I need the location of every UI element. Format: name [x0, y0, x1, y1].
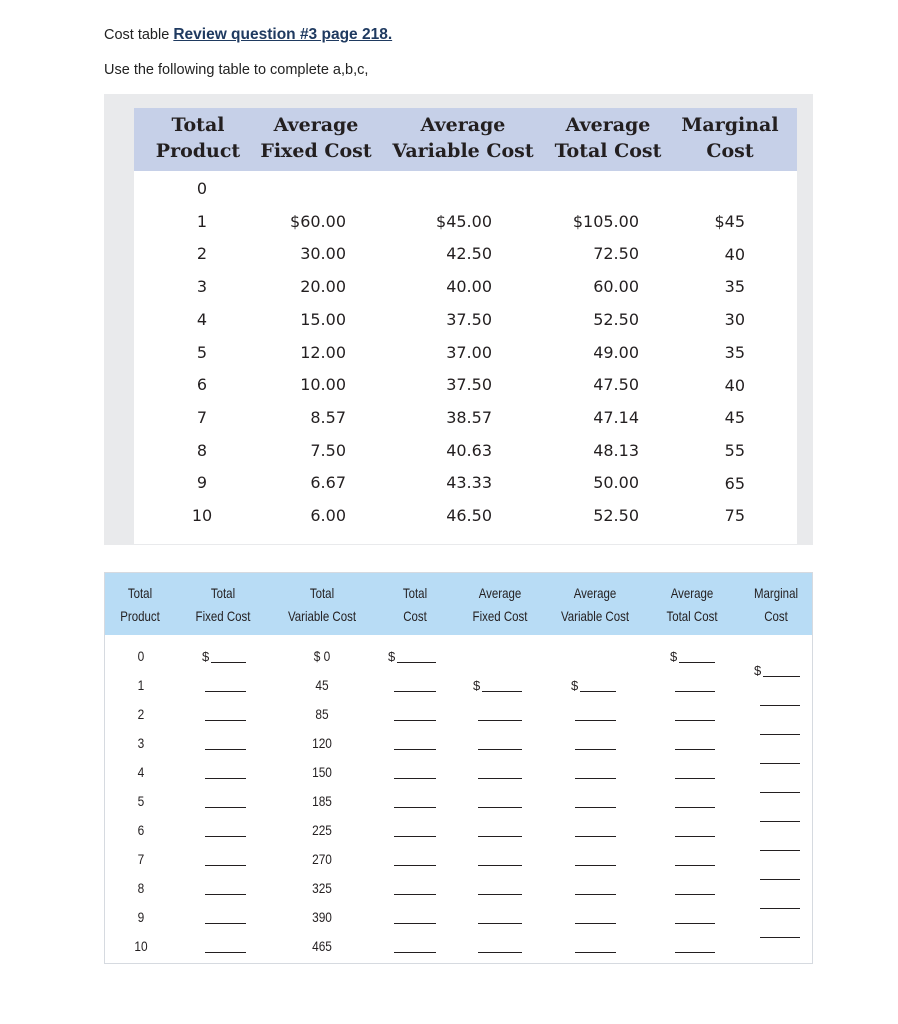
table2-header-total-fixed-cost: [196, 582, 251, 628]
table1-header-avg-fixed-cost: [246, 112, 386, 164]
table1-header-line: Total Cost: [554, 140, 662, 162]
table2-total-variable-cost: 120: [312, 735, 332, 751]
answer-blank-atc: [679, 662, 715, 663]
table1-atc: 52.50: [593, 506, 639, 525]
table2-header-total-variable-cost: [288, 582, 356, 628]
table1-atc: 49.00: [593, 342, 639, 362]
table1-header-avg-total-cost: [538, 112, 678, 164]
table2-header-line: Total: [309, 585, 335, 601]
table1-header-avg-variable-cost: [378, 112, 548, 164]
table2-total-variable-cost: 270: [312, 851, 332, 867]
table1-header-line: Product: [155, 140, 241, 162]
table1-mc: $45: [714, 212, 745, 232]
intro-prefix: Cost table: [104, 27, 174, 43]
table2-dollar-sign: $: [571, 678, 579, 693]
table1-total-product: 6: [196, 375, 208, 395]
table2-header-line: Average: [573, 585, 617, 601]
table1-mc: 35: [724, 277, 745, 297]
answer-blank-mc: [763, 676, 800, 677]
table2-header-line: Cost: [764, 608, 788, 624]
table1-header-line: Fixed Cost: [260, 140, 372, 162]
table1-mc: 75: [724, 506, 745, 526]
table1-total-product: 0: [196, 179, 208, 198]
table1-header-line: Average: [565, 114, 651, 136]
answer-blank-mc: [760, 850, 800, 851]
answer-blank-avc: [580, 691, 616, 692]
answer-blank-tc: [394, 865, 436, 866]
table2-dollar-sign: $: [202, 649, 210, 664]
table1-mc: 40: [724, 375, 745, 395]
table1-atc: 72.50: [593, 244, 639, 264]
table1-afc: 6.00: [310, 506, 346, 525]
table2-body: [105, 635, 812, 963]
table2-dollar-sign: $: [473, 678, 481, 693]
answer-blank-afc: [482, 691, 522, 692]
answer-blank-tfc: [205, 691, 246, 692]
table1-mc: 30: [724, 310, 745, 330]
table1-avc: 37.50: [446, 309, 492, 329]
table1-atc: 47.14: [593, 407, 639, 427]
table2-header-total-cost: [403, 582, 427, 628]
table1-afc: 15.00: [300, 309, 346, 329]
answer-blank-tfc: [205, 865, 246, 866]
answer-blank-tfc: [205, 923, 246, 924]
table1-afc: 20.00: [300, 277, 346, 297]
answer-blank-tc: [394, 952, 436, 953]
answer-blank-tfc: [211, 662, 246, 663]
table2-dollar-sign: $: [754, 663, 762, 678]
table1-avc: 37.50: [446, 375, 492, 395]
answer-blank-afc: [478, 778, 522, 779]
table1-header-line: Cost: [706, 140, 754, 162]
table2-header-line: Cost: [403, 608, 427, 624]
answer-blank-tc: [394, 836, 436, 837]
table1-atc: 48.13: [593, 440, 639, 460]
table2-total-variable-cost: 85: [315, 706, 329, 722]
table1-afc: $60.00: [290, 211, 346, 231]
answer-blank-atc: [675, 894, 715, 895]
answer-blank-atc: [675, 720, 715, 721]
table1-afc: 6.67: [310, 473, 346, 493]
table2-header-marginal-cost: [754, 582, 798, 628]
answer-blank-afc: [478, 894, 522, 895]
table1-afc: 7.50: [310, 440, 346, 460]
table2-header-line: Variable Cost: [287, 608, 357, 624]
table2-total-product: 2: [137, 706, 145, 722]
answer-blank-atc: [675, 865, 715, 866]
table2-header-line: Total: [210, 585, 236, 601]
answer-blank-atc: [675, 952, 715, 953]
table1-total-product: 7: [196, 407, 208, 427]
table2-total-product: 7: [137, 851, 145, 867]
answer-blank-afc: [478, 865, 522, 866]
table2-header-line: Average: [478, 585, 522, 601]
table2-total-product: 5: [137, 793, 145, 809]
table1-header-line: Average: [420, 114, 506, 136]
table1-mc: 40: [724, 244, 745, 264]
answer-blank-tc: [394, 691, 436, 692]
answer-blank-tfc: [205, 720, 246, 721]
table1-atc: 52.50: [593, 309, 639, 329]
table1-total-product: 8: [196, 440, 208, 460]
table2-dollar-sign: $: [388, 649, 396, 664]
table1-afc: 10.00: [300, 375, 346, 395]
table1-header-marginal-cost: [675, 112, 785, 164]
table2-header-line: Total: [402, 585, 428, 601]
table1-atc: 47.50: [593, 375, 639, 395]
table1-total-product: 10: [191, 506, 213, 525]
answer-blank-mc: [760, 705, 800, 706]
table1-afc: 8.57: [310, 407, 346, 427]
answer-blank-tc: [394, 923, 436, 924]
table2-total-variable-cost: 390: [312, 909, 332, 925]
table1-atc: 50.00: [593, 473, 639, 493]
table2-total-product: 0: [137, 648, 145, 664]
answer-blank-atc: [675, 836, 715, 837]
table2-header-line: Fixed Cost: [472, 608, 528, 624]
answer-blank-avc: [575, 807, 616, 808]
table2-total-product: 10: [134, 938, 148, 954]
table1-avc: 40.00: [446, 277, 492, 297]
answer-blank-tc: [397, 662, 436, 663]
table2-header-avg-total-cost: [666, 582, 717, 628]
table1-header-line: Total: [171, 114, 225, 136]
table1-mc: 35: [724, 342, 745, 362]
table2-header-line: Fixed Cost: [195, 608, 251, 624]
answer-blank-tfc: [205, 778, 246, 779]
answer-blank-afc: [478, 952, 522, 953]
table2-header-avg-fixed-cost: [473, 582, 528, 628]
answer-blank-avc: [575, 720, 616, 721]
answer-blank-afc: [478, 749, 522, 750]
answer-blank-avc: [575, 749, 616, 750]
answer-blank-tfc: [205, 894, 246, 895]
table1-total-product: 3: [196, 277, 208, 297]
cost-table-reference: [104, 94, 813, 545]
table2-total-product: 8: [137, 880, 145, 896]
table2-dollar-sign: $: [670, 649, 678, 664]
answer-blank-mc: [760, 937, 800, 938]
answer-blank-tfc: [205, 807, 246, 808]
table2-header-line: Average: [670, 585, 714, 601]
answer-blank-afc: [478, 807, 522, 808]
answer-blank-mc: [760, 792, 800, 793]
table1-total-product: 5: [196, 342, 208, 362]
table2-total-variable-cost: 465: [312, 938, 332, 954]
table1-avc: 37.00: [446, 342, 492, 362]
table2-total-product: 3: [137, 735, 145, 751]
answer-blank-mc: [760, 734, 800, 735]
table1-header-line: Variable Cost: [392, 140, 534, 162]
table1-avc: $45.00: [436, 211, 492, 231]
table1-avc: 43.33: [446, 473, 492, 493]
table2-header-line: Variable Cost: [560, 608, 630, 624]
table1-mc: 55: [724, 440, 745, 460]
answer-blank-avc: [575, 952, 616, 953]
answer-blank-tc: [394, 894, 436, 895]
table1-total-product: 9: [196, 473, 208, 493]
answer-blank-atc: [675, 807, 715, 808]
answer-blank-atc: [675, 778, 715, 779]
table1-header-total-product: [138, 112, 258, 164]
table2-header-avg-variable-cost: [561, 582, 629, 628]
table2-total-variable-cost: 150: [312, 764, 332, 780]
answer-blank-mc: [760, 763, 800, 764]
table1-avc: 42.50: [446, 244, 492, 264]
table2-total-product: 1: [137, 677, 145, 693]
table1-mc: 45: [724, 408, 745, 428]
answer-blank-tc: [394, 720, 436, 721]
table2-header-line: Product: [120, 608, 160, 624]
table2-header-line: Total: [127, 585, 153, 601]
answer-blank-afc: [478, 923, 522, 924]
table2-total-variable-cost: 225: [312, 822, 332, 838]
table2-header-line: Total Cost: [666, 608, 718, 624]
intro-line: [104, 26, 392, 44]
answer-blank-tfc: [205, 836, 246, 837]
table2-total-variable-cost: $ 0: [313, 648, 331, 664]
answer-blank-afc: [478, 720, 522, 721]
answer-blank-avc: [575, 778, 616, 779]
table1-atc: 60.00: [593, 277, 639, 297]
answer-blank-tfc: [205, 952, 246, 953]
answer-blank-tfc: [205, 749, 246, 750]
table1-avc: 40.63: [446, 440, 492, 460]
answer-blank-atc: [675, 749, 715, 750]
answer-blank-atc: [675, 691, 715, 692]
answer-blank-atc: [675, 923, 715, 924]
table2-total-product: 9: [137, 909, 145, 925]
answer-blank-tc: [394, 807, 436, 808]
answer-blank-avc: [575, 894, 616, 895]
review-question-reference: Review question #3 page 218.: [173, 26, 393, 43]
table2-total-product: 6: [137, 822, 145, 838]
answer-blank-mc: [760, 879, 800, 880]
cost-table-worksheet: [104, 572, 813, 964]
table1-mc: 65: [724, 473, 745, 493]
table2-header-total-product: [120, 582, 160, 628]
table1-atc: $105.00: [572, 211, 639, 231]
answer-blank-avc: [575, 865, 616, 866]
table1-avc: 38.57: [446, 407, 492, 427]
table1-header-line: Marginal: [681, 114, 779, 136]
answer-blank-tc: [394, 749, 436, 750]
table2-total-variable-cost: 185: [312, 793, 332, 809]
answer-blank-afc: [478, 836, 522, 837]
table2-header-line: Marginal: [753, 585, 799, 601]
intro-instruction: Use the following table to complete a,b,c,: [104, 62, 369, 78]
table1-header-line: Average: [273, 114, 359, 136]
answer-blank-avc: [575, 923, 616, 924]
answer-blank-mc: [760, 908, 800, 909]
table1-avc: 46.50: [446, 506, 492, 525]
table1-total-product: 2: [196, 244, 208, 264]
table2-total-product: 4: [137, 764, 145, 780]
answer-blank-tc: [394, 778, 436, 779]
table2-total-variable-cost: 45: [315, 677, 329, 693]
table1-total-product: 4: [196, 309, 208, 329]
table1-total-product: 1: [196, 211, 208, 231]
answer-blank-avc: [575, 836, 616, 837]
answer-blank-mc: [760, 821, 800, 822]
table1-afc: 12.00: [300, 342, 346, 362]
table2-total-variable-cost: 325: [312, 880, 332, 896]
table1-afc: 30.00: [300, 244, 346, 264]
